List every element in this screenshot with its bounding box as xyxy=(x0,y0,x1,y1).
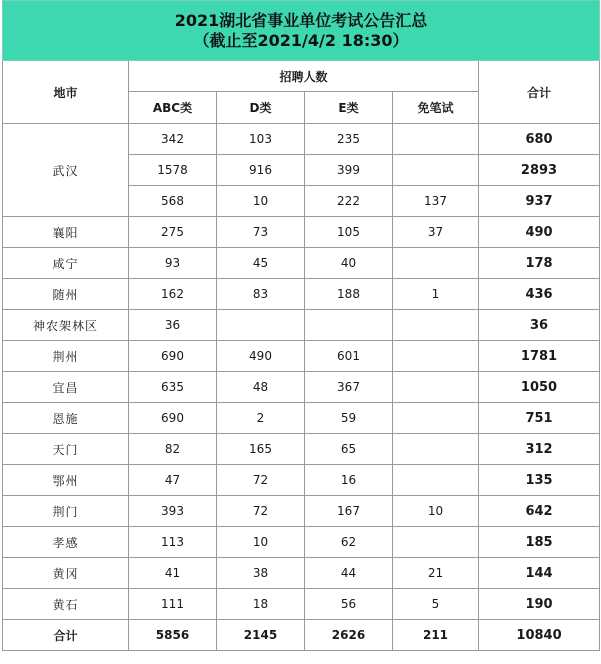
d-cell: 38 xyxy=(217,558,305,589)
free-cell xyxy=(393,248,479,279)
row-total-cell: 135 xyxy=(479,465,600,496)
free-cell: 1 xyxy=(393,279,479,310)
free-cell xyxy=(393,155,479,186)
summary-sheet xyxy=(2,0,599,664)
free-cell xyxy=(393,341,479,372)
table-row xyxy=(3,248,600,279)
row-total-cell: 312 xyxy=(479,434,600,465)
d-cell: 490 xyxy=(217,341,305,372)
city-cell: 宜昌 xyxy=(3,372,129,403)
abc-cell: 47 xyxy=(129,465,217,496)
row-total-cell: 190 xyxy=(479,589,600,620)
e-cell: 40 xyxy=(305,248,393,279)
abc-cell: 635 xyxy=(129,372,217,403)
title-line-1: 2021湖北省事业单位考试公告汇总 xyxy=(174,10,428,30)
header-total: 合计 xyxy=(479,61,600,124)
summary-free: 211 xyxy=(393,620,479,651)
summary-abc: 5856 xyxy=(129,620,217,651)
e-cell: 188 xyxy=(305,279,393,310)
row-total-cell: 1781 xyxy=(479,341,600,372)
header-city: 地市 xyxy=(3,61,129,124)
free-cell xyxy=(393,527,479,558)
table-row xyxy=(3,465,600,496)
summary-e: 2626 xyxy=(305,620,393,651)
summary-row xyxy=(3,620,600,651)
table-row xyxy=(3,372,600,403)
table-row xyxy=(3,434,600,465)
header-recruit: 招聘人数 xyxy=(129,61,479,92)
summary-total: 10840 xyxy=(479,620,600,651)
row-total-cell: 36 xyxy=(479,310,600,341)
header-col-e: E类 xyxy=(305,92,393,124)
header-col-free: 免笔试 xyxy=(393,92,479,124)
row-total-cell: 1050 xyxy=(479,372,600,403)
abc-cell: 690 xyxy=(129,341,217,372)
abc-cell: 393 xyxy=(129,496,217,527)
table-row xyxy=(3,124,600,155)
city-cell: 咸宁 xyxy=(3,248,129,279)
table-row xyxy=(3,527,600,558)
abc-cell: 162 xyxy=(129,279,217,310)
e-cell: 59 xyxy=(305,403,393,434)
table-row xyxy=(3,279,600,310)
abc-cell: 568 xyxy=(129,186,217,217)
e-cell: 399 xyxy=(305,155,393,186)
d-cell: 48 xyxy=(217,372,305,403)
table-row xyxy=(3,217,600,248)
e-cell: 65 xyxy=(305,434,393,465)
city-cell: 武汉 xyxy=(3,124,129,217)
e-cell: 367 xyxy=(305,372,393,403)
d-cell: 10 xyxy=(217,186,305,217)
row-total-cell: 2893 xyxy=(479,155,600,186)
free-cell: 10 xyxy=(393,496,479,527)
e-cell: 167 xyxy=(305,496,393,527)
row-total-cell: 144 xyxy=(479,558,600,589)
e-cell: 44 xyxy=(305,558,393,589)
table-row xyxy=(3,558,600,589)
free-cell: 137 xyxy=(393,186,479,217)
summary-label: 合计 xyxy=(3,620,129,651)
city-cell: 荆州 xyxy=(3,341,129,372)
d-cell: 165 xyxy=(217,434,305,465)
e-cell: 601 xyxy=(305,341,393,372)
city-cell: 黄石 xyxy=(3,589,129,620)
header-col-d: D类 xyxy=(217,92,305,124)
e-cell xyxy=(305,310,393,341)
row-total-cell: 937 xyxy=(479,186,600,217)
d-cell: 45 xyxy=(217,248,305,279)
city-cell: 神农架林区 xyxy=(3,310,129,341)
city-cell: 天门 xyxy=(3,434,129,465)
e-cell: 16 xyxy=(305,465,393,496)
free-cell xyxy=(393,434,479,465)
abc-cell: 111 xyxy=(129,589,217,620)
free-cell xyxy=(393,403,479,434)
free-cell xyxy=(393,465,479,496)
e-cell: 62 xyxy=(305,527,393,558)
city-cell: 鄂州 xyxy=(3,465,129,496)
title-row xyxy=(3,1,600,61)
d-cell: 73 xyxy=(217,217,305,248)
table-row xyxy=(3,310,600,341)
free-cell: 21 xyxy=(393,558,479,589)
free-cell xyxy=(393,372,479,403)
d-cell xyxy=(217,310,305,341)
abc-cell: 275 xyxy=(129,217,217,248)
header-row-1 xyxy=(3,61,600,92)
abc-cell: 113 xyxy=(129,527,217,558)
header-col-abc: ABC类 xyxy=(129,92,217,124)
d-cell: 72 xyxy=(217,496,305,527)
title-cell xyxy=(3,1,600,61)
free-cell: 5 xyxy=(393,589,479,620)
abc-cell: 41 xyxy=(129,558,217,589)
d-cell: 18 xyxy=(217,589,305,620)
recruitment-table xyxy=(2,0,600,651)
e-cell: 222 xyxy=(305,186,393,217)
city-cell: 荆门 xyxy=(3,496,129,527)
abc-cell: 690 xyxy=(129,403,217,434)
d-cell: 2 xyxy=(217,403,305,434)
row-total-cell: 751 xyxy=(479,403,600,434)
abc-cell: 342 xyxy=(129,124,217,155)
row-total-cell: 178 xyxy=(479,248,600,279)
d-cell: 916 xyxy=(217,155,305,186)
abc-cell: 93 xyxy=(129,248,217,279)
d-cell: 72 xyxy=(217,465,305,496)
d-cell: 103 xyxy=(217,124,305,155)
city-cell: 襄阳 xyxy=(3,217,129,248)
d-cell: 83 xyxy=(217,279,305,310)
e-cell: 56 xyxy=(305,589,393,620)
city-cell: 孝感 xyxy=(3,527,129,558)
city-cell: 恩施 xyxy=(3,403,129,434)
e-cell: 105 xyxy=(305,217,393,248)
free-cell xyxy=(393,310,479,341)
free-cell xyxy=(393,124,479,155)
table-row xyxy=(3,496,600,527)
d-cell: 10 xyxy=(217,527,305,558)
table-row xyxy=(3,341,600,372)
table-row xyxy=(3,403,600,434)
table-row xyxy=(3,589,600,620)
row-total-cell: 680 xyxy=(479,124,600,155)
abc-cell: 36 xyxy=(129,310,217,341)
row-total-cell: 490 xyxy=(479,217,600,248)
e-cell: 235 xyxy=(305,124,393,155)
city-cell: 黄冈 xyxy=(3,558,129,589)
row-total-cell: 185 xyxy=(479,527,600,558)
city-cell: 随州 xyxy=(3,279,129,310)
row-total-cell: 436 xyxy=(479,279,600,310)
row-total-cell: 642 xyxy=(479,496,600,527)
abc-cell: 1578 xyxy=(129,155,217,186)
free-cell: 37 xyxy=(393,217,479,248)
summary-d: 2145 xyxy=(217,620,305,651)
abc-cell: 82 xyxy=(129,434,217,465)
title-line-2: （截止至2021/4/2 18:30） xyxy=(193,30,409,50)
